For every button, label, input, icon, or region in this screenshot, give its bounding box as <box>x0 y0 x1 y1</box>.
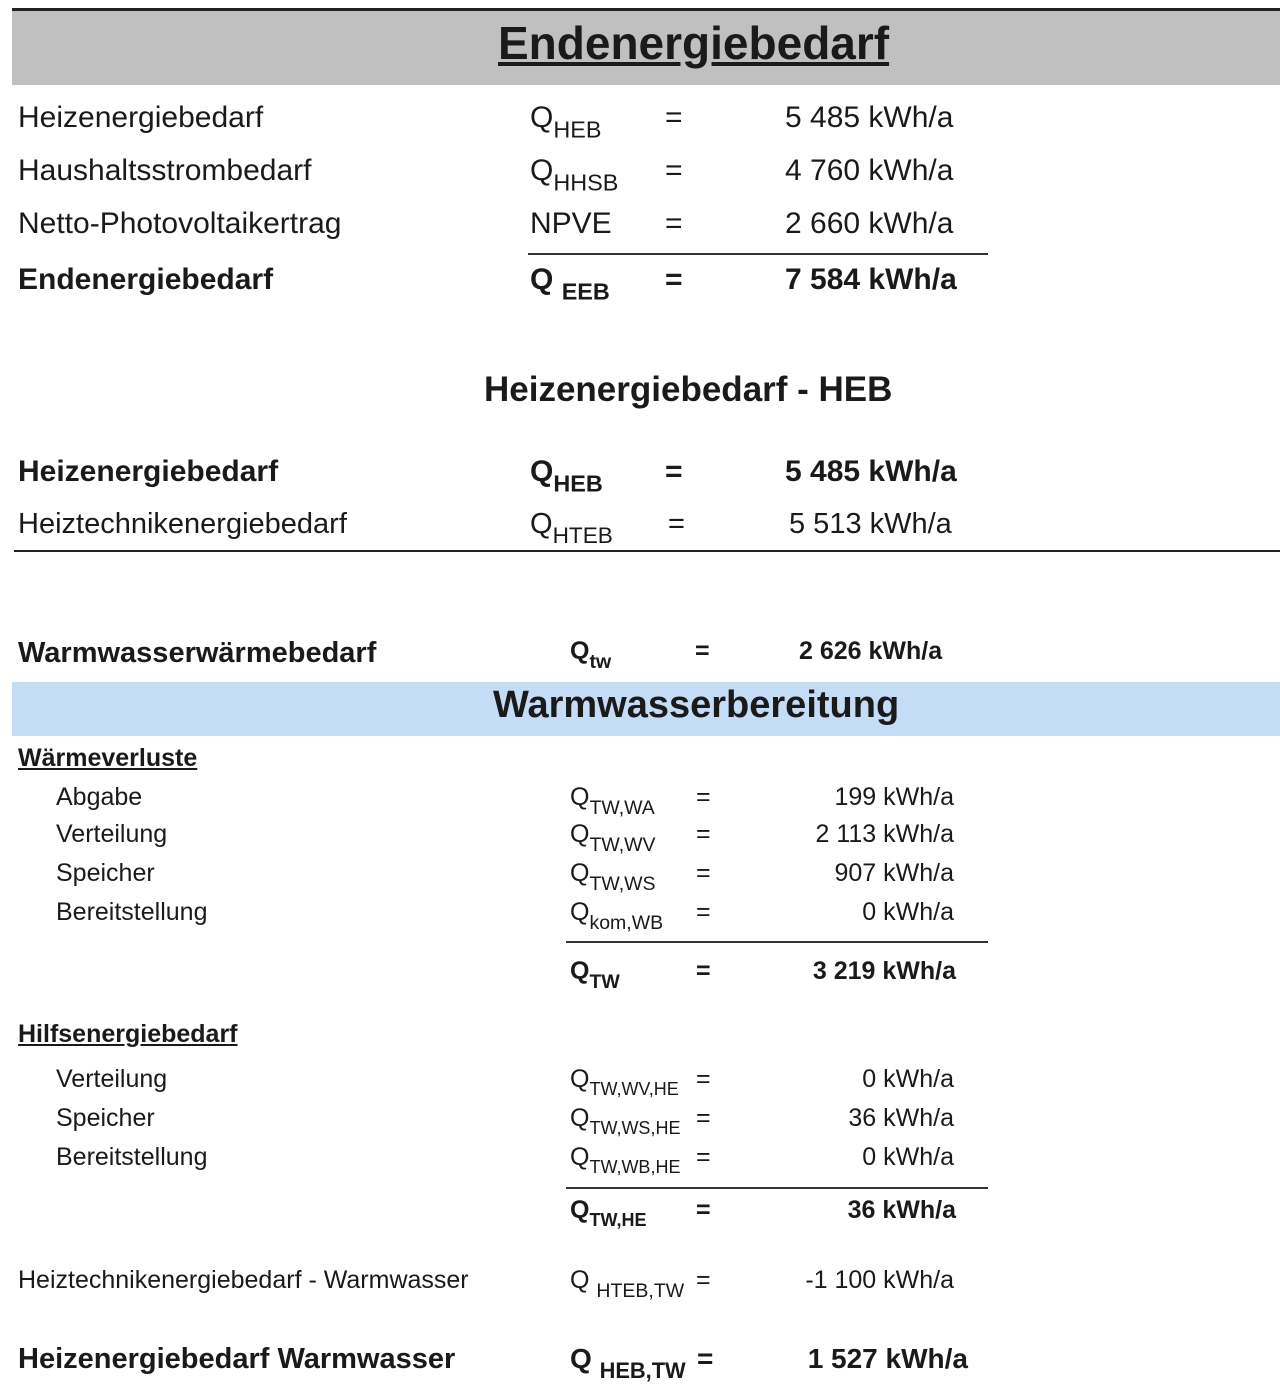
row-symbol: Q $_{HEB,TW}$ <box>570 1343 686 1383</box>
row-equals: = <box>696 1065 711 1093</box>
row-equals: = <box>696 1104 711 1132</box>
sum-rule <box>566 941 988 943</box>
row-symbol: $Q_{HHSB}$ <box>530 154 619 196</box>
row-equals: = <box>665 455 683 488</box>
row-equals: = <box>668 508 685 540</box>
row-label: Haushaltsstrombedarf <box>18 154 312 187</box>
total-value: 3 219 kWh/a <box>812 957 956 985</box>
row-equals: = <box>696 820 711 848</box>
row-value: 2 626 kWh/a <box>799 637 943 665</box>
row-symbol: $Q_{HEB}$ <box>530 455 603 497</box>
row-equals: = <box>697 1343 714 1374</box>
heb-title: Heizenergiebedarf - HEB <box>484 370 893 409</box>
row-equals: = <box>695 637 710 665</box>
row-value: 0 kWh/a <box>862 1143 954 1171</box>
row-symbol: $Q_{HEB}$ <box>530 101 602 143</box>
row-value: 1 527 kWh/a <box>807 1343 968 1374</box>
row-equals: = <box>696 783 711 811</box>
row-value: 2 113 kWh/a <box>815 820 954 848</box>
heb-bottom-rule <box>14 550 1280 552</box>
row-value: 2 660 kWh/a <box>785 207 954 240</box>
row-value: 0 kWh/a <box>862 1065 954 1093</box>
row-symbol: NPVE <box>530 207 612 240</box>
row-label: Verteilung <box>56 820 168 848</box>
row-symbol: Q $_{HTEB,TW}$ <box>570 1266 685 1302</box>
row-equals: = <box>665 207 683 240</box>
row-label: Heizenergiebedarf <box>18 101 264 134</box>
row-equals: = <box>696 1143 711 1171</box>
warmwasser-title: Warmwasserbereitung <box>493 684 900 726</box>
total-value: 7 584 kWh/a <box>785 263 957 296</box>
total-symbol: $Q_{TW,HE}$ <box>570 1196 647 1231</box>
row-label: Warmwasserwärmebedarf <box>18 637 377 669</box>
row-value: 4 760 kWh/a <box>785 154 954 187</box>
row-label: Heiztechnikenergiebedarf <box>18 508 347 540</box>
row-symbol: $Q_{TW,WV}$ <box>570 820 656 856</box>
losses-heading: Wärmeverluste <box>18 744 198 772</box>
aux-heading: Hilfsenergiebedarf <box>18 1020 238 1048</box>
row-equals: = <box>696 1266 711 1294</box>
total-equals: = <box>696 957 711 985</box>
row-equals: = <box>696 898 711 926</box>
row-label: Verteilung <box>56 1065 168 1093</box>
row-symbol: $Q_{HTEB}$ <box>530 508 613 549</box>
row-value: 36 kWh/a <box>848 1104 954 1132</box>
row-label: Abgabe <box>56 783 143 811</box>
row-label: Speicher <box>56 1104 155 1132</box>
row-value: 5 513 kWh/a <box>789 508 952 540</box>
total-value: 36 kWh/a <box>847 1196 956 1224</box>
row-equals: = <box>696 859 711 887</box>
row-equals: = <box>665 101 683 134</box>
total-label: Endenergiebedarf <box>18 263 274 296</box>
row-value: 199 kWh/a <box>834 783 954 811</box>
row-value: 0 kWh/a <box>862 898 954 926</box>
row-label: Bereitstellung <box>56 1143 208 1171</box>
total-equals: = <box>696 1196 711 1224</box>
row-symbol: $Q_{TW,WS,HE}$ <box>570 1104 681 1139</box>
row-symbol: $Q_{TW,WA}$ <box>570 783 655 819</box>
total-equals: = <box>665 263 683 296</box>
row-symbol: $Q_{TW,WB,HE}$ <box>570 1143 681 1178</box>
row-value: 907 kWh/a <box>834 859 954 887</box>
sum-rule <box>566 1187 988 1189</box>
row-value: -1 100 kWh/a <box>805 1266 954 1294</box>
row-label: Heiztechnikenergiebedarf - Warmwasser <box>18 1266 469 1294</box>
row-symbol: $Q_{tw}$ <box>570 637 612 673</box>
row-symbol: $Q_{TW,WV,HE}$ <box>570 1065 679 1100</box>
total-symbol: Q $_{EEB}$ <box>530 263 610 305</box>
row-label: Bereitstellung <box>56 898 208 926</box>
sum-rule <box>528 253 988 255</box>
row-label: Netto-Photovoltaikertrag <box>18 207 342 240</box>
row-symbol: $Q_{kom,WB}$ <box>570 898 664 934</box>
row-value: 5 485 kWh/a <box>785 101 954 134</box>
row-label: Heizenergiebedarf <box>18 455 279 488</box>
row-label: Speicher <box>56 859 155 887</box>
row-label: Heizenergiebedarf Warmwasser <box>18 1343 456 1375</box>
endenergie-title: Endenergiebedarf <box>498 17 890 69</box>
row-equals: = <box>665 154 683 187</box>
row-value: 5 485 kWh/a <box>785 455 957 488</box>
total-symbol: $Q_{TW}$ <box>570 957 620 993</box>
row-symbol: $Q_{TW,WS}$ <box>570 859 656 895</box>
